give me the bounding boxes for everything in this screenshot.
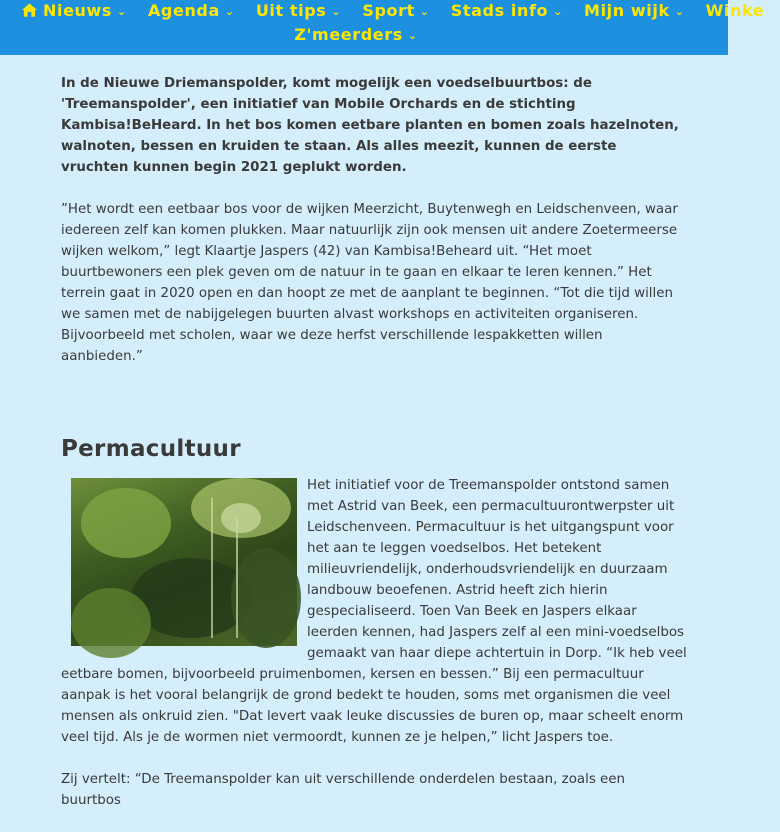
- article-paragraph: ”Het wordt een eetbaar bos voor de wijken Meerzicht, Buytenwegh en Leidschenveen, waar iedereen zelf kan komen plukken. Maar natuurlijk zijn ook mensen uit andere Zoetermeerse wijken welkom,” legt Klaartje Jaspers (42) van Kambisa!Beheard uit. “Het moet buurtbewoners een plek geven om de natuur in te gaan en elkaar te leren kennen.” Het terrein gaat in 2020 open en dan hoopt ze met de aanplant te beginnen. “Tot die tijd willen we samen met de nabijgelegen buurten alvast workshops en activiteiten organiseren. Bijvoorbeeld met scholen, waar we deze herfst verschillende lespakketten willen aanbieden.”: [61, 202, 678, 364]
- nav-item-sport[interactable]: [362, 0, 429, 24]
- home-icon: [22, 3, 37, 17]
- nav-item-label: Sport: [362, 1, 415, 20]
- spacer: [61, 388, 687, 435]
- nav-item-agenda[interactable]: [148, 0, 235, 24]
- nav-row-secondary: [0, 24, 728, 48]
- article-paragraph: Zij vertelt: “De Treemanspolder kan uit verschillende onderdelen bestaan, zoals een buurtbos: [61, 772, 626, 808]
- nav-row-primary: [22, 0, 780, 24]
- nav-item-label: Winke: [705, 1, 765, 20]
- nav-item-stads-info[interactable]: [451, 0, 563, 24]
- chevron-down-icon: ⌄: [407, 29, 418, 42]
- article-lead: In de Nieuwe Driemanspolder, komt mogelijk een voedselbuurtbos: de 'Treemanspolder', een initiatief van Mobile Orchards en de stichting Kambisa!BeHeard. In het bos komen eetbare planten en bomen zoals hazelnoten, walnoten, bessen en kruiden te staan. Als alles meezit, kunnen de eerste vruchten kunnen begin 2021 geplukt worden.: [61, 76, 679, 175]
- nav-item-label: Stads info: [450, 1, 549, 20]
- nav-item-nieuws[interactable]: [22, 0, 127, 24]
- article-paragraph: Het initiatief voor de Treemanspolder ontstond samen met Astrid van Beek, een permacultuurontwerpster uit Leidschenveen. Permacultuur is het uitgangspunt voor het aan te leggen voedselbos. Het betekent milieuvriendelijk, onderhoudsvriendelijk en duurzaam landbouw beoefenen. Astrid heeft zich hierin gespecialiseerd. Toen Van Beek en Jaspers elkaar leerden kennen, had Jaspers zelf al een mini-voedselbos gemaakt van haar diepe achtertuin in Dorp. “Ik heb veel eetbare bomen, bijvoorbeeld pruimenbomen, kersen en bessen.” Bij een permacultuur aanpak is het vooral belangrijk de grond bedekt te houden, soms met organismen die veel mensen als onkruid zien. "Dat levert vaak leuke discussies de buren op, maar scheelt enorm veel tijd. Als je de wormen niet vermoordt, kunnen ze je helpen,” licht Jaspers toe.: [61, 478, 687, 745]
- chevron-down-icon: ⌄: [224, 5, 235, 18]
- nav-item-zmeerders[interactable]: [294, 24, 417, 48]
- main-navigation: [0, 0, 765, 55]
- nav-item-label: Agenda: [147, 1, 220, 20]
- chevron-down-icon: ⌄: [674, 5, 685, 18]
- article-content: [61, 73, 687, 832]
- nav-item-winkels[interactable]: [706, 0, 765, 22]
- chevron-down-icon: ⌄: [117, 5, 127, 18]
- section-body: [61, 475, 687, 811]
- nav-item-label: Mijn wijk: [584, 1, 670, 20]
- forest-garden-photo: [71, 478, 297, 646]
- section-heading: Permacultuur: [61, 436, 241, 462]
- chevron-down-icon: ⌄: [553, 5, 563, 18]
- chevron-down-icon: ⌄: [331, 5, 342, 18]
- nav-item-label: Uit tips: [255, 1, 327, 20]
- nav-item-label: Z'meerders: [294, 25, 403, 44]
- nav-item-mijn-wijk[interactable]: [584, 0, 684, 24]
- nav-item-label: Nieuws: [43, 1, 113, 20]
- chevron-down-icon: ⌄: [419, 5, 430, 18]
- nav-item-uit-tips[interactable]: [256, 0, 341, 24]
